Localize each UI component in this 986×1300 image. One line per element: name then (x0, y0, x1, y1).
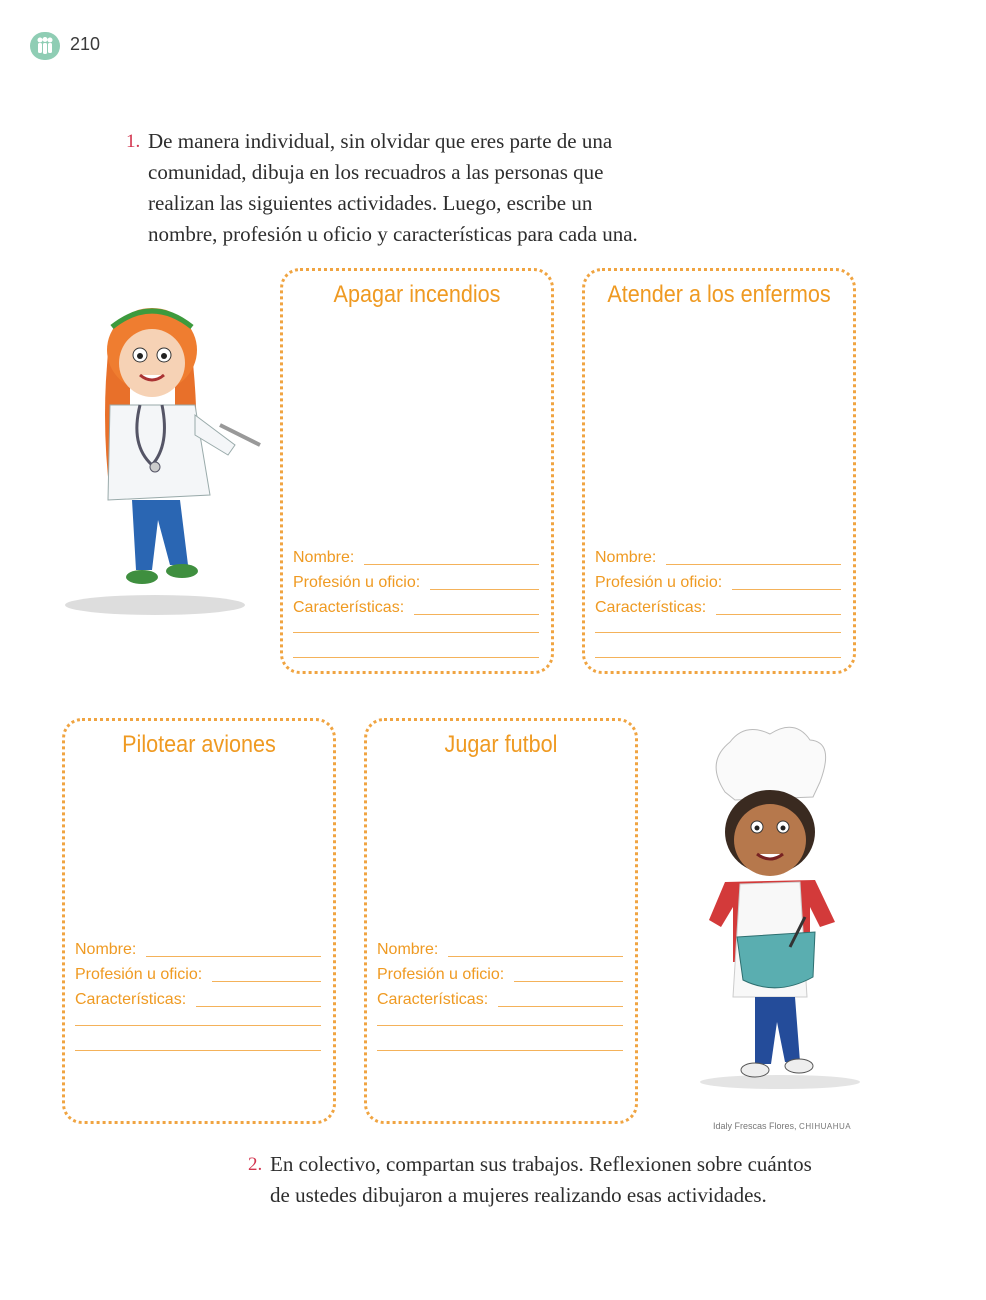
profession-field[interactable] (293, 572, 539, 592)
instruction-2-number: 2. (248, 1154, 263, 1175)
profession-field[interactable] (377, 964, 623, 984)
activity-card (62, 718, 336, 1124)
instruction-1-line: realizan las siguientes actividades. Luego, escribe un (148, 191, 593, 215)
traits-field[interactable] (75, 989, 321, 1009)
profession-label: Profesión u oficio: (75, 966, 203, 983)
activity-card (364, 718, 638, 1124)
traits-label: Características: (75, 991, 187, 1008)
traits-label: Características: (377, 991, 489, 1008)
name-label: Nombre: (377, 941, 439, 958)
answer-line[interactable] (196, 1006, 321, 1007)
answer-line[interactable] (732, 589, 841, 590)
answer-line[interactable] (498, 1006, 623, 1007)
name-field[interactable] (377, 939, 623, 959)
name-field[interactable] (595, 547, 841, 567)
answer-line[interactable] (146, 956, 321, 957)
card-title: Jugar futbol (444, 731, 558, 758)
traits-label: Características: (293, 599, 405, 616)
name-field[interactable] (75, 939, 321, 959)
instruction-2-line: de ustedes dibujaron a mujeres realizando esas actividades. (270, 1183, 767, 1207)
instruction-2 (248, 1149, 870, 1211)
answer-line[interactable] (448, 956, 623, 957)
instruction-1-number: 1. (126, 131, 141, 152)
activity-card (280, 268, 554, 674)
section-badge (30, 32, 60, 60)
answer-line[interactable] (666, 564, 841, 565)
answer-line[interactable] (293, 632, 539, 633)
credit-state: CHIHUAHUA (799, 1122, 852, 1131)
instruction-1-line: comunidad, dibuja en los recuadros a las personas que (148, 160, 604, 184)
name-field[interactable] (293, 547, 539, 567)
doctor-girl-illustration (60, 295, 270, 620)
instruction-1-line: De manera individual, sin olvidar que eres parte de una (148, 129, 613, 153)
credit-author: Idaly Frescas Flores, (713, 1121, 797, 1131)
profession-label: Profesión u oficio: (293, 574, 421, 591)
name-label: Nombre: (75, 941, 137, 958)
profession-label: Profesión u oficio: (595, 574, 723, 591)
card-title: Apagar incendios (333, 281, 501, 308)
traits-field[interactable] (293, 597, 539, 617)
profession-field[interactable] (595, 572, 841, 592)
name-label: Nombre: (293, 549, 355, 566)
answer-line[interactable] (414, 614, 539, 615)
traits-field[interactable] (377, 989, 623, 1009)
answer-line[interactable] (595, 657, 841, 658)
answer-line[interactable] (293, 657, 539, 658)
page-number: 210 (70, 34, 101, 54)
profession-label: Profesión u oficio: (377, 966, 505, 983)
instruction-2-line: En colectivo, compartan sus trabajos. Reflexionen sobre cuántos (270, 1152, 812, 1176)
traits-field[interactable] (595, 597, 841, 617)
activity-card (582, 268, 856, 674)
answer-line[interactable] (364, 564, 539, 565)
name-label: Nombre: (595, 549, 657, 566)
answer-line[interactable] (377, 1025, 623, 1026)
answer-line[interactable] (716, 614, 841, 615)
traits-label: Características: (595, 599, 707, 616)
answer-line[interactable] (75, 1025, 321, 1026)
illustration-credit (713, 1121, 851, 1131)
instruction-1-line: nombre, profesión u oficio y características para cada una. (148, 222, 638, 246)
answer-line[interactable] (430, 589, 539, 590)
instruction-1 (126, 126, 668, 250)
answer-line[interactable] (75, 1050, 321, 1051)
children-group-icon (34, 36, 56, 56)
card-title: Atender a los enfermos (607, 281, 831, 308)
answer-line[interactable] (595, 632, 841, 633)
profession-field[interactable] (75, 964, 321, 984)
chef-boy-illustration (695, 722, 865, 1092)
card-title: Pilotear aviones (122, 731, 276, 758)
answer-line[interactable] (514, 981, 623, 982)
answer-line[interactable] (212, 981, 321, 982)
answer-line[interactable] (377, 1050, 623, 1051)
